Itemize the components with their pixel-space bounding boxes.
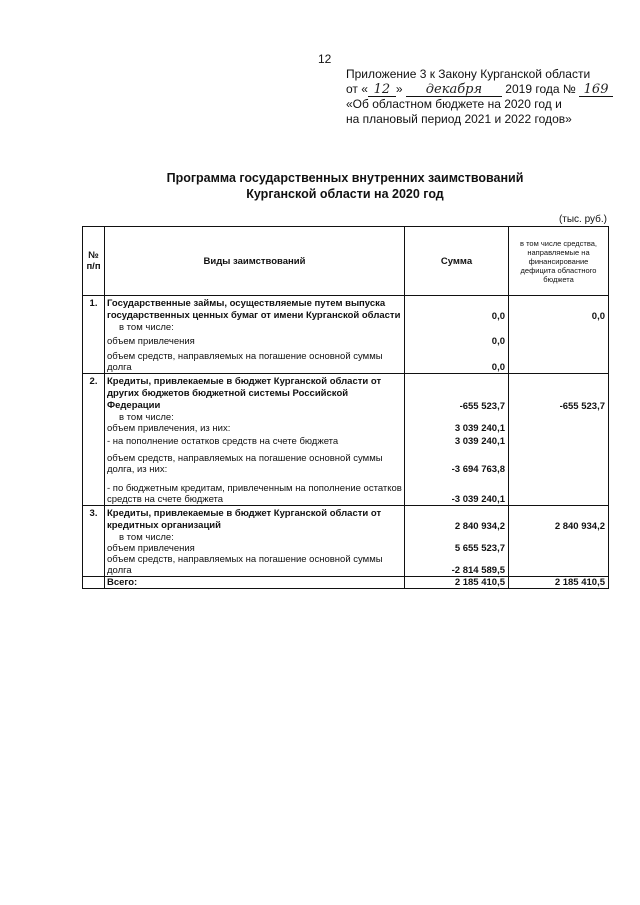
header-sum: Сумма <box>405 227 509 296</box>
table-total-row <box>83 577 609 589</box>
row-text: в том числе: <box>105 412 405 423</box>
row-sum: -3 694 763,8 <box>405 447 509 475</box>
table-row <box>83 333 609 347</box>
annex-line-4: на плановый период 2021 и 2022 годов» <box>346 112 572 126</box>
row-text: в том числе: <box>105 322 405 333</box>
row-sum: 5 655 523,7 <box>405 543 509 554</box>
header-deficit: в том числе средства, направляемые на финансирование дефицита областного бюджета <box>509 227 609 296</box>
row-text: объем средств, направляемых на погашение основной суммы долга <box>105 347 405 374</box>
row-text: - на пополнение остатков средств на счете бюджета <box>105 434 405 447</box>
units-label: (тыс. руб.) <box>558 214 607 225</box>
annex-line-3: «Об областном бюджете на 2020 год и <box>346 97 562 111</box>
document-title <box>120 170 570 202</box>
row-number: 1. <box>83 296 105 374</box>
row-number: 3. <box>83 506 105 577</box>
row-text: Кредиты, привлекаемые в бюджет Курганской области от кредитных организаций <box>105 506 405 533</box>
row-text: объем привлечения <box>105 333 405 347</box>
row-deficit: 0,0 <box>509 296 609 323</box>
title-line-1: Программа государственных внутренних заимствований <box>166 171 524 185</box>
row-sum: 3 039 240,1 <box>405 434 509 447</box>
row-sum: -655 523,7 <box>405 374 509 413</box>
table-row <box>83 296 609 323</box>
row-sum: 0,0 <box>405 296 509 323</box>
row-text: - по бюджетным кредитам, привлеченным на пополнение остатков средств на счете бюджета <box>105 475 405 506</box>
row-text: в том числе: <box>105 532 405 543</box>
row-sum: 0,0 <box>405 347 509 374</box>
annex-year: 2019 года № <box>505 82 576 96</box>
table-row <box>83 412 609 423</box>
table-row <box>83 447 609 475</box>
total-deficit: 2 185 410,5 <box>509 577 609 589</box>
header-kind: Виды заимствований <box>105 227 405 296</box>
row-text: объем средств, направляемых на погашение основной суммы долга <box>105 554 405 577</box>
row-deficit: 2 840 934,2 <box>509 506 609 533</box>
borrowing-table <box>82 226 609 589</box>
title-line-2: Курганской области на 2020 год <box>246 187 444 201</box>
annex-month: декабря <box>406 84 502 97</box>
table-row <box>83 543 609 554</box>
table-row <box>83 322 609 333</box>
row-sum: 3 039 240,1 <box>405 423 509 434</box>
table-row <box>83 475 609 506</box>
total-sum: 2 185 410,5 <box>405 577 509 589</box>
table-row <box>83 347 609 374</box>
row-text: объем привлечения <box>105 543 405 554</box>
row-text: Кредиты, привлекаемые в бюджет Курганской области от других бюджетов бюджетной системы Российской Федерации <box>105 374 405 413</box>
row-sum: -3 039 240,1 <box>405 475 509 506</box>
row-text: объем средств, направляемых на погашение основной суммы долга, из них: <box>105 447 405 475</box>
table-row <box>83 423 609 434</box>
annex-line-1: Приложение 3 к Закону Курганской области <box>346 67 591 81</box>
header-num: № п/п <box>83 227 105 296</box>
table-row <box>83 532 609 543</box>
row-text: Государственные займы, осуществляемые путем выпуска государственных ценных бумаг от имени Курганской области <box>105 296 405 323</box>
table-row <box>83 506 609 533</box>
annex-header <box>346 67 613 127</box>
row-sum: 0,0 <box>405 333 509 347</box>
total-label: Всего: <box>105 577 405 589</box>
table-row <box>83 374 609 413</box>
annex-law-number: 169 <box>579 84 613 97</box>
annex-from-mid: » <box>395 82 403 96</box>
row-sum: 2 840 934,2 <box>405 506 509 533</box>
annex-from-prefix: от « <box>346 82 368 96</box>
table-row <box>83 554 609 577</box>
annex-day: 12 <box>368 84 396 97</box>
row-deficit: -655 523,7 <box>509 374 609 413</box>
page-number: 12 <box>318 52 332 66</box>
annex-date-line <box>346 82 613 97</box>
table-header-row <box>83 227 609 296</box>
row-text: объем привлечения, из них: <box>105 423 405 434</box>
row-sum: -2 814 589,5 <box>405 554 509 577</box>
table-row <box>83 434 609 447</box>
row-number: 2. <box>83 374 105 506</box>
